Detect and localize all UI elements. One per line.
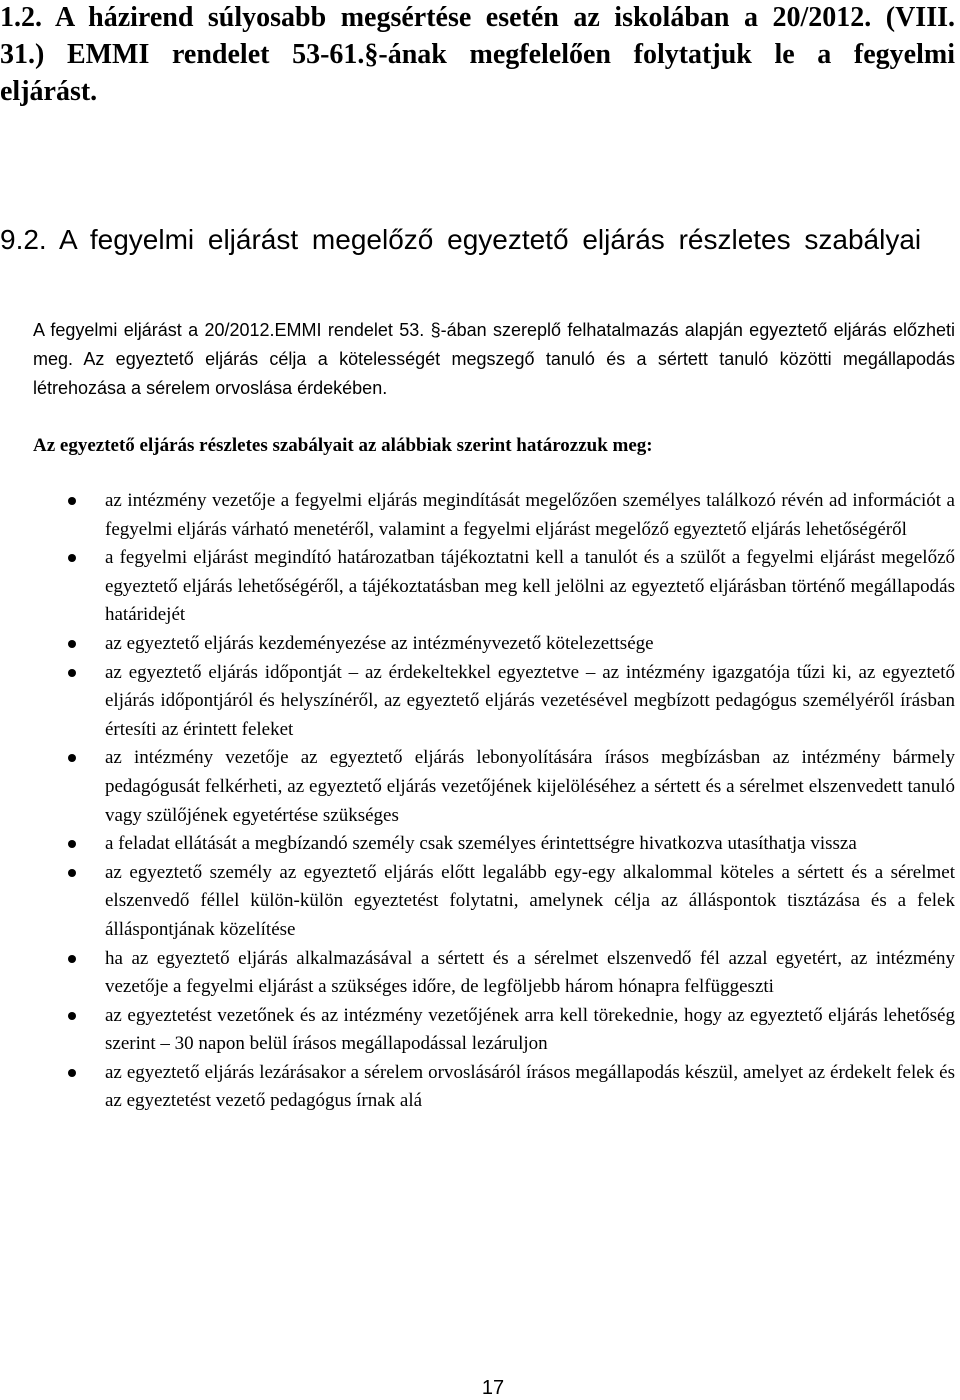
list-item [0,1002,955,1059]
list-item [0,859,955,945]
rules-lead: Az egyeztető eljárás részletes szabályait az alábbiak szerint határozzuk meg: [33,435,653,456]
list-item-text: az egyeztető személy az egyeztető eljárás előtt legalább egy-egy alkalommal köteles a sértett és a sérelmet elszenvedő féllel külön-külön egyeztetést folytatni, amelynek célja az álláspontok tisztázása és a felek álláspontjának közelítése [105,861,955,940]
bullet-icon [68,1012,76,1020]
bullet-icon [68,554,76,562]
bullet-icon [68,869,76,877]
list-item [0,487,955,544]
intro-paragraph [33,316,955,403]
page-number: 17 [481,1377,505,1399]
rules-list [0,487,960,1116]
bullet-icon [68,754,76,762]
list-item [0,830,955,859]
list-item-text: az egyeztetést vezetőnek és az intézmény vezetőjének arra kell törekednie, hogy az egyeztető eljárás lehetőség szerint – 30 napon belül írásos megállapodással lezáruljon [105,1004,955,1055]
list-item [0,744,955,830]
list-item-text: a fegyelmi eljárást megindító határozatban tájékoztatni kell a tanulót és a szülőt a fegyelmi eljárást megelőző egyeztető eljárás lehetőségéről, a tájékoztatásban meg kell jelölni az egyeztető eljárásban történő megállapodás határidejét [105,547,955,626]
list-item [0,544,955,630]
list-item-text: az egyeztető eljárás időpontját – az érdekeltekkel egyeztetve – az intézmény igazgatója tűzi ki, az egyeztető eljárás időpontjáról és helyszínéről, az egyeztető eljárás vezetésével megbízott pedagógus személyéről írásban értesíti az érintett feleket [105,661,955,740]
bullet-icon [68,669,76,677]
bullet-icon [68,955,76,963]
list-item-text: az egyeztető eljárás lezárásakor a sérelem orvoslásáról írásos megállapodás készül, amelyet az érdekelt felek és az egyeztetést vezető pedagógus írnak alá [105,1061,955,1112]
list-item [0,659,955,745]
heading-top: 1.2. A házirend súlyosabb megsértése esetén az iskolában a 20/2012. (VIII. 31.) EMMI rendelet 53-61.§-ának megfelelően folytatjuk le a fegyelmi eljárást. [0,2,955,107]
list-item-text: ha az egyeztető eljárás alkalmazásával a sértett és a sérelmet elszenvedő fél azzal egyetért, az intézmény vezetője a fegyelmi eljárást a szükséges időre, de legföljebb három hónapra felfüggeszti [105,947,955,998]
list-item [0,630,955,659]
bullet-icon [68,497,76,505]
list-item-text: a feladat ellátását a megbízandó személy csak személyes érintettségre hivatkozva utasíthatja vissza [105,833,857,855]
intro-sentence-1: A fegyelmi eljárást a 20/2012.EMMI rendelet 53. §-ában szereplő felhatalmazás alapján egyeztető eljárás előzheti meg. [33,320,955,369]
list-item-text: az intézmény vezetője a fegyelmi eljárás megindítását megelőzően személyes találkozó révén ad információt a fegyelmi eljárás várható menetéről, valamint a fegyelmi eljárást megelőző egyeztető eljárás lehetőségéről [105,490,955,540]
bullet-icon [68,1069,76,1077]
intro-sentence-2: Az egyeztető eljárás célja a kötelességét megszegő tanuló és a sértett tanuló közötti megállapodás létrehozása a sérelem orvoslása érdekében. [33,349,955,398]
bullet-icon [68,640,76,648]
list-item [0,1059,955,1116]
section-heading: 9.2. A fegyelmi eljárást megelőző egyeztető eljárás részletes szabályai [0,224,922,255]
list-item-text: az egyeztető eljárás kezdeményezése az intézményvezető kötelezettsége [105,632,654,654]
list-item [0,945,955,1002]
bullet-icon [68,840,76,848]
list-item-text: az intézmény vezetője az egyeztető eljárás lebonyolítására írásos megbízásban az intézmény bármely pedagógusát felkérheti, az egyeztető eljárás vezetőjének kijelöléséhez a sértett és a sérelmet elszenvedett tanuló vagy szülőjének egyetértése szükséges [105,747,955,826]
